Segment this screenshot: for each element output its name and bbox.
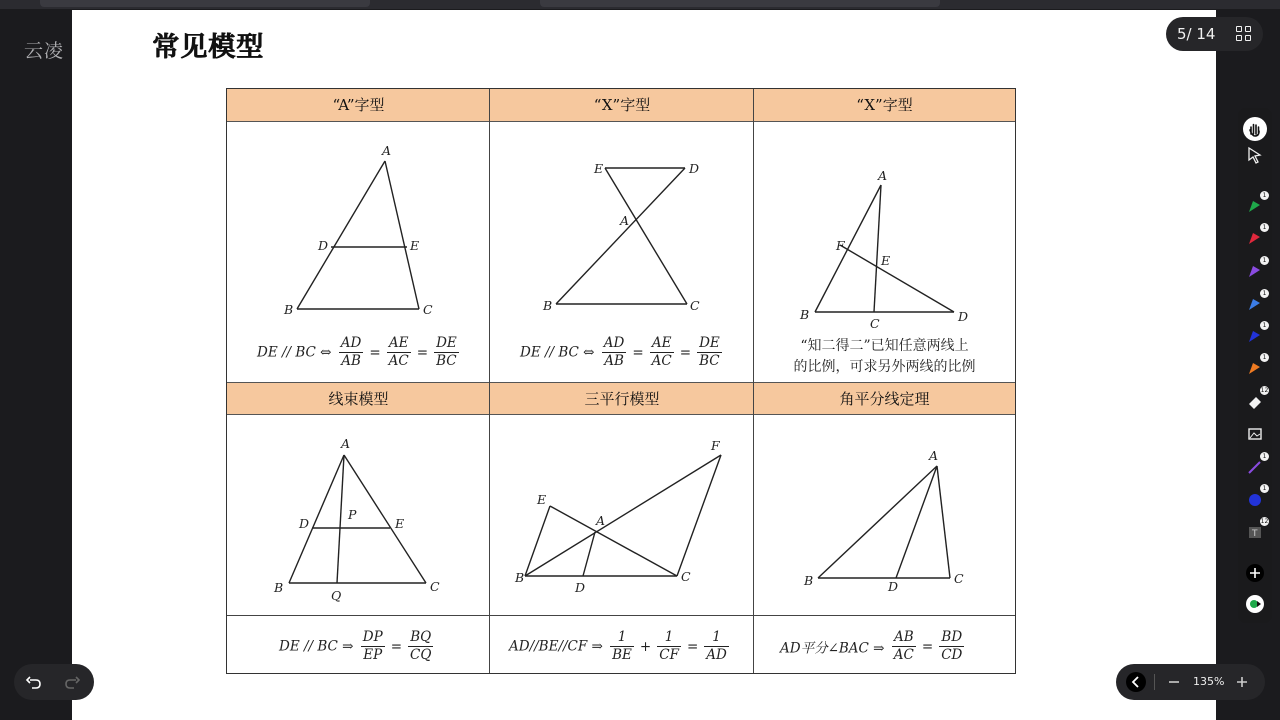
- svg-text:E: E: [594, 161, 604, 176]
- formula-beam: DE // BC ⇒ $\frac{DP}{EP}$ = $\frac{BQ}{CQ}$: [279, 629, 432, 663]
- svg-text:C: C: [690, 298, 700, 313]
- pen-red-icon[interactable]: 1: [1245, 228, 1265, 248]
- model-table: [226, 88, 1016, 674]
- svg-text:Q: Q: [331, 588, 342, 603]
- play-icon[interactable]: [1245, 594, 1265, 614]
- pen-blue-icon[interactable]: 1: [1245, 294, 1265, 314]
- svg-text:E: E: [881, 253, 891, 268]
- header-a-shape: “A”字型: [227, 89, 490, 122]
- row-divider: [227, 615, 1015, 616]
- svg-text:F: F: [711, 438, 720, 453]
- zoom-level: 135%: [1193, 675, 1225, 688]
- page-number: 5/ 14: [1177, 25, 1216, 43]
- header-x-shape-2: “X”字型: [754, 89, 1015, 122]
- header-beam: 线束模型: [227, 382, 490, 415]
- shape-circle-icon[interactable]: 1: [1245, 489, 1265, 509]
- svg-text:D: D: [689, 161, 700, 176]
- svg-text:B: B: [515, 570, 525, 585]
- pen-orange-icon[interactable]: 1: [1245, 358, 1265, 378]
- svg-text:E: E: [537, 492, 547, 507]
- zoom-in-icon[interactable]: [1232, 672, 1252, 696]
- annotation-toolbar: [1238, 108, 1272, 623]
- grid-view-icon[interactable]: [1236, 26, 1252, 42]
- formula-a-shape: DE // BC ⇔ $\frac{AD}{AB}$ = $\frac{AE}{AC}$ = $\frac{DE}{BC}$: [257, 335, 457, 369]
- figure-bisector: [754, 415, 1015, 615]
- undo-icon[interactable]: [24, 672, 44, 696]
- history-controls: [14, 664, 94, 700]
- collapse-chevron-icon[interactable]: [1126, 672, 1146, 692]
- svg-text:D: D: [958, 309, 969, 324]
- slide-canvas: [72, 10, 1216, 720]
- add-icon[interactable]: [1245, 563, 1265, 583]
- svg-text:C: C: [954, 571, 964, 586]
- pen-darkblue-icon[interactable]: 1: [1245, 326, 1265, 346]
- svg-text:P: P: [348, 507, 357, 522]
- figure-three-parallel: [490, 415, 754, 615]
- formula-three-parallel: AD//BE//CF ⇒ $\frac{1}{BE}$ + $\frac{1}{CF}$ = $\frac{1}{AD}$: [509, 629, 727, 663]
- top-tab-strip: [540, 0, 940, 7]
- svg-text:B: B: [284, 302, 294, 317]
- pen-purple-icon[interactable]: 1: [1245, 261, 1265, 281]
- svg-text:A: A: [596, 513, 606, 528]
- pointer-icon[interactable]: [1245, 145, 1265, 165]
- svg-text:A: A: [878, 168, 888, 183]
- window-top-bar: [0, 0, 1280, 9]
- page-counter[interactable]: [1166, 17, 1263, 51]
- header-bisector: 角平分线定理: [754, 382, 1015, 415]
- svg-text:E: E: [395, 516, 405, 531]
- zoom-out-icon[interactable]: [1164, 672, 1184, 696]
- header-three-parallel: 三平行模型: [490, 382, 754, 415]
- svg-text:C: C: [423, 302, 433, 317]
- watermark: 云凌: [24, 40, 65, 62]
- svg-text:C: C: [870, 316, 880, 331]
- svg-text:A: A: [929, 448, 939, 463]
- figure-beam: [227, 415, 490, 615]
- svg-text:D: D: [888, 579, 899, 594]
- divider: [1154, 674, 1155, 690]
- note-know-two: “知二得二”已知任意两线上 的比例，可求另外两线的比例: [793, 338, 976, 375]
- top-tab-strip: [40, 0, 370, 7]
- svg-text:B: B: [543, 298, 553, 313]
- zoom-controls: [1116, 664, 1265, 700]
- svg-text:F: F: [836, 238, 845, 253]
- pen-green-icon[interactable]: 1: [1245, 196, 1265, 216]
- header-x-shape: “X”字型: [490, 89, 754, 122]
- svg-text:A: A: [620, 213, 630, 228]
- svg-text:B: B: [800, 307, 810, 322]
- eraser-icon[interactable]: 12: [1245, 391, 1265, 411]
- svg-text:A: A: [382, 143, 392, 158]
- svg-text:B: B: [804, 573, 814, 588]
- line-icon[interactable]: 1: [1245, 457, 1265, 477]
- svg-text:A: A: [341, 436, 351, 451]
- svg-text:C: C: [681, 569, 691, 584]
- svg-text:T: T: [1252, 529, 1258, 539]
- text-icon[interactable]: T 12: [1245, 522, 1265, 542]
- formula-x-shape: DE // BC ⇔ $\frac{AD}{AB}$ = $\frac{AE}{AC}$ = $\frac{DE}{BC}$: [520, 335, 720, 369]
- svg-text:D: D: [299, 516, 310, 531]
- slide-title: 常见模型: [152, 32, 264, 63]
- svg-text:C: C: [430, 579, 440, 594]
- svg-text:B: B: [274, 580, 284, 595]
- svg-text:D: D: [318, 238, 329, 253]
- svg-text:E: E: [410, 238, 420, 253]
- redo-icon[interactable]: [62, 672, 82, 696]
- formula-bisector: AD平分∠BAC ⇒ $\frac{AB}{AC}$ = $\frac{BD}{CD}$: [780, 629, 963, 663]
- image-icon[interactable]: [1245, 424, 1265, 444]
- hand-icon[interactable]: [1243, 117, 1267, 141]
- svg-text:D: D: [575, 580, 586, 595]
